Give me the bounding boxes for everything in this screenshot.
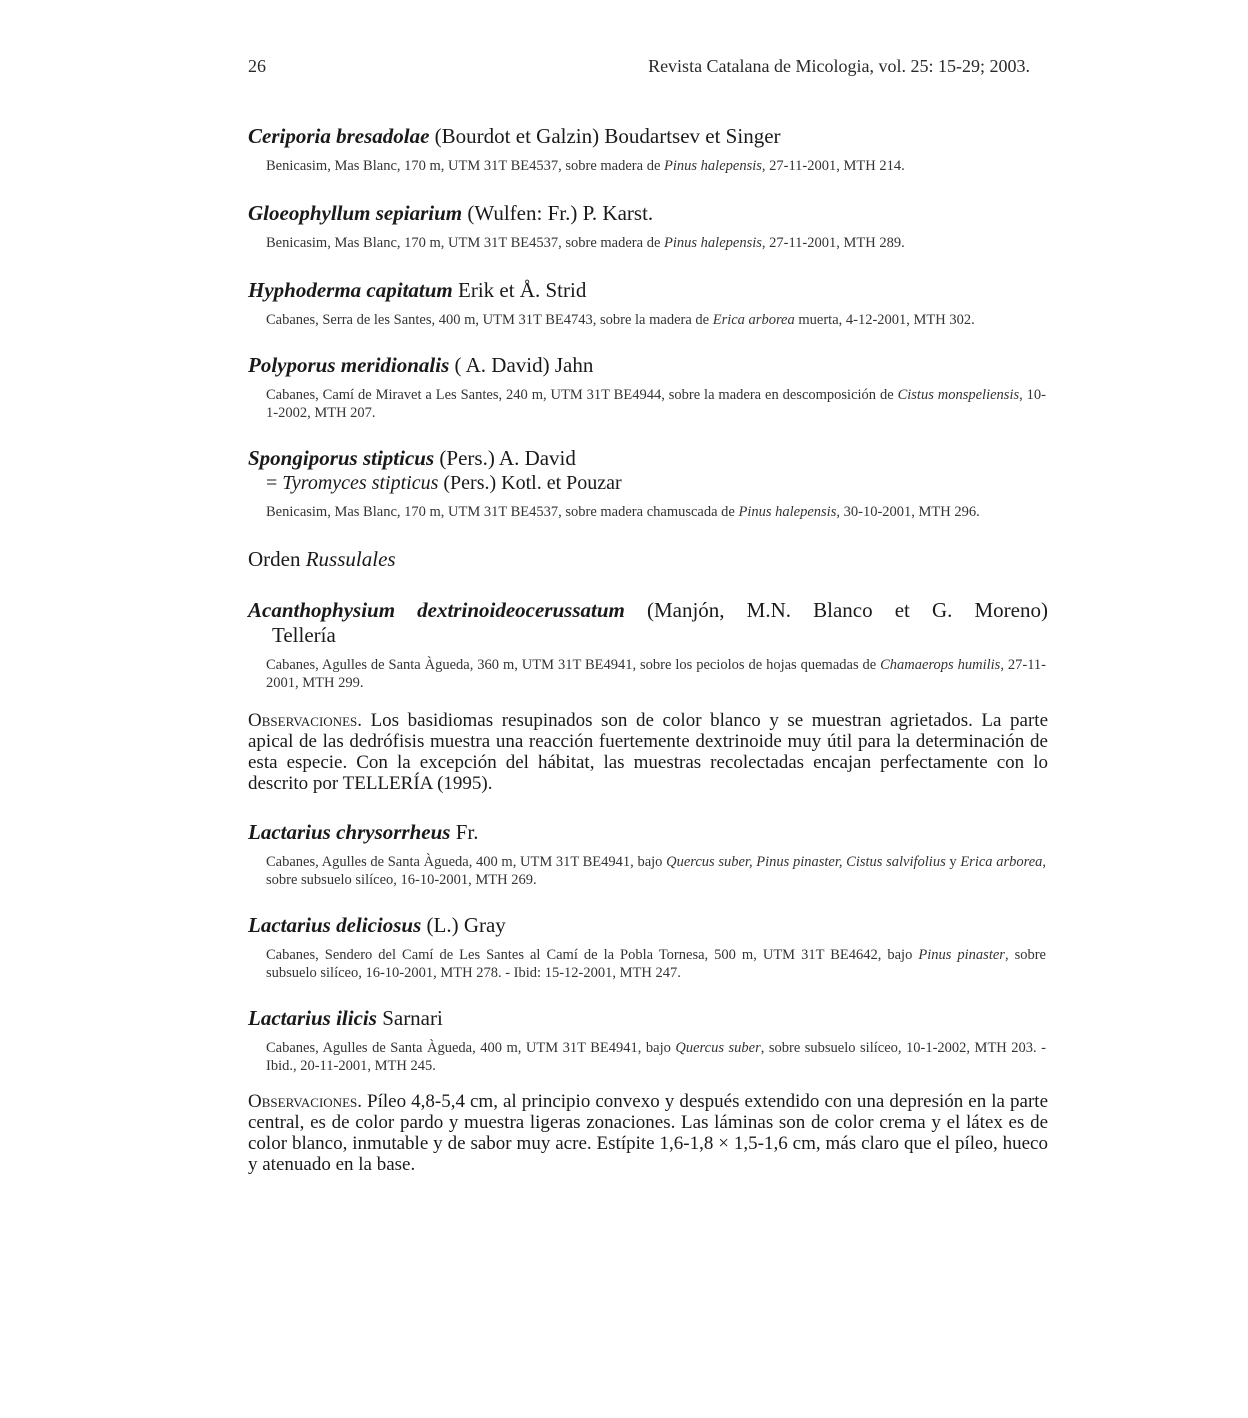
species-author: Fr. (450, 820, 479, 844)
observations-label: Observaciones (248, 710, 358, 731)
record-text: muerta, 4-12-2001, MTH 302. (794, 312, 975, 328)
species-author: Sarnari (376, 1006, 443, 1030)
species-entry (248, 1006, 1048, 1175)
running-header (248, 56, 1048, 90)
order-word: Orden (248, 547, 306, 571)
page-number: 26 (248, 56, 266, 76)
species-entry (248, 913, 1048, 982)
record-text: y (945, 854, 961, 870)
order-name: Russulales (305, 547, 396, 571)
collection-record (266, 311, 1046, 329)
species-author: (Wulfen: Fr.) P. Karst. (462, 201, 654, 225)
record-text: , sobre subsuelo silíceo, 16-10-2001, MTH 278. - Ibid: 15-12-2001, MTH 247. (266, 947, 1046, 981)
species-name: Ceriporia bresadolae (248, 124, 430, 148)
host-name: Pinus pinaster (918, 947, 1005, 963)
species-entry (248, 124, 1048, 175)
species-name: Acanthophysium dextrinoideocerussatum (248, 598, 625, 622)
species-heading (248, 353, 1048, 378)
species-entry (248, 598, 1048, 794)
collection-record (266, 1039, 1046, 1075)
host-name: Quercus suber (675, 1040, 761, 1056)
observations-text: . Píleo 4,8-5,4 cm, al principio convexo y después extendido con una depresión en la parte central, es de color pardo y muestra ligeras zonaciones. Las láminas son de color crema y el látex es de color blanco, inmutable y de sabor muy acre. Estípite 1,6-1,8 × 1,5-1,6 cm, más claro que el píleo, hueco y atenuado en la base. (248, 1091, 1048, 1175)
species-entry (248, 353, 1048, 422)
collection-record (266, 503, 1046, 521)
species-heading (248, 278, 1048, 303)
record-text: Benicasim, Mas Blanc, 170 m, UTM 31T BE4537, sobre madera de (266, 158, 665, 174)
species-heading (248, 820, 1048, 845)
record-text: , sobre subsuelo silíceo, 10-1-2002, MTH 203. - Ibid., 20-11-2001, MTH 245. (266, 1040, 1047, 1074)
order-heading (248, 547, 1048, 572)
collection-record (266, 853, 1046, 889)
synonym-author: (Pers.) Kotl. et Pouzar (438, 472, 622, 494)
record-text: Benicasim, Mas Blanc, 170 m, UTM 31T BE4537, sobre madera de (266, 235, 665, 251)
record-text: , 27-11-2001, MTH 289. (761, 235, 905, 251)
observations-text: . Los basidiomas resupinados son de color blanco y se muestran agrietados. La parte apical de las dedrófisis muestra una reacción fuertemente dextrinoide muy útil para la determinación de esta especie. Con la excepción del hábitat, las muestras recolectadas encajan perfectamente con lo descrito por TELLERÍA (1995). (248, 710, 1048, 794)
species-heading (248, 598, 1048, 648)
species-name: Lactarius ilicis (248, 1006, 377, 1030)
host-name: Cistus monspeliensis (897, 387, 1020, 403)
species-author: ( A. David) Jahn (449, 353, 594, 377)
species-entry (248, 446, 1048, 521)
synonym-name: Tyromyces stipticus (282, 472, 439, 494)
collection-record (266, 946, 1046, 982)
species-name: Lactarius deliciosus (248, 913, 422, 937)
record-text: , 27-11-2001, MTH 299. (266, 657, 1046, 691)
synonym-line (248, 471, 1048, 495)
record-text: Cabanes, Agulles de Santa Àgueda, 360 m, UTM 31T BE4941, sobre los peciolos de hojas quemadas de (266, 657, 881, 673)
species-author: (Pers.) A. David (434, 446, 576, 470)
record-text: Cabanes, Agulles de Santa Àgueda, 400 m, UTM 31T BE4941, bajo (266, 854, 667, 870)
record-text: Cabanes, Serra de les Santes, 400 m, UTM 31T BE4743, sobre la madera de (266, 312, 713, 328)
collection-record (266, 157, 1046, 175)
record-text: , 27-11-2001, MTH 214. (761, 158, 905, 174)
species-name: Lactarius chrysorrheus (248, 820, 451, 844)
species-name: Hyphoderma capitatum (248, 278, 453, 302)
host-name: Pinus halepensis (664, 235, 762, 251)
collection-record (266, 656, 1046, 692)
species-entry (248, 820, 1048, 889)
host-name: Erica arborea (712, 312, 795, 328)
species-author-continued: Tellería (272, 623, 336, 647)
record-text: , 30-10-2001, MTH 296. (836, 504, 980, 520)
observations-label: Observaciones (248, 1091, 358, 1112)
species-author: (Manjón, M.N. Blanco et G. Moreno) (624, 598, 1048, 622)
journal-citation: Revista Catalana de Micologia, vol. 25: 15-29; 2003. (648, 56, 1030, 76)
record-text: , sobre subsuelo silíceo, 16-10-2001, MTH 269. (266, 854, 1047, 888)
document-page (248, 56, 1048, 1175)
record-text: Benicasim, Mas Blanc, 170 m, UTM 31T BE4537, sobre madera chamuscada de (266, 504, 739, 520)
collection-record (266, 234, 1046, 252)
species-heading (248, 913, 1048, 938)
species-heading (248, 446, 1048, 471)
species-author: (L.) Gray (421, 913, 506, 937)
record-text: Cabanes, Sendero del Camí de Les Santes al Camí de la Pobla Tornesa, 500 m, UTM 31T BE4642, bajo (266, 947, 919, 963)
collection-record (266, 386, 1046, 422)
record-text: Cabanes, Agulles de Santa Àgueda, 400 m, UTM 31T BE4941, bajo (266, 1040, 676, 1056)
species-name: Gloeophyllum sepiarium (248, 201, 463, 225)
observations-paragraph (248, 710, 1048, 794)
species-name: Spongiporus stipticus (248, 446, 435, 470)
species-heading (248, 1006, 1048, 1031)
host-name: Pinus halepensis (738, 504, 837, 520)
species-heading (248, 124, 1048, 149)
species-entry (248, 201, 1048, 252)
species-heading (248, 201, 1048, 226)
record-text: Cabanes, Camí de Miravet a Les Santes, 240 m, UTM 31T BE4944, sobre la madera en descomposición de (266, 387, 898, 403)
host-name: Pinus halepensis (664, 158, 762, 174)
species-author: (Bourdot et Galzin) Boudartsev et Singer (429, 124, 781, 148)
host-name: Quercus suber, Pinus pinaster, Cistus salvifolius (666, 854, 946, 870)
record-text: , 10-1-2002, MTH 207. (266, 387, 1046, 421)
host-name: Chamaerops humilis (880, 657, 1001, 673)
observations-paragraph (248, 1091, 1048, 1175)
synonym-prefix: = (266, 472, 283, 494)
species-entry (248, 278, 1048, 329)
species-name: Polyporus meridionalis (248, 353, 450, 377)
host-name: Erica arborea (960, 854, 1043, 870)
species-author: Erik et Å. Strid (452, 278, 587, 302)
